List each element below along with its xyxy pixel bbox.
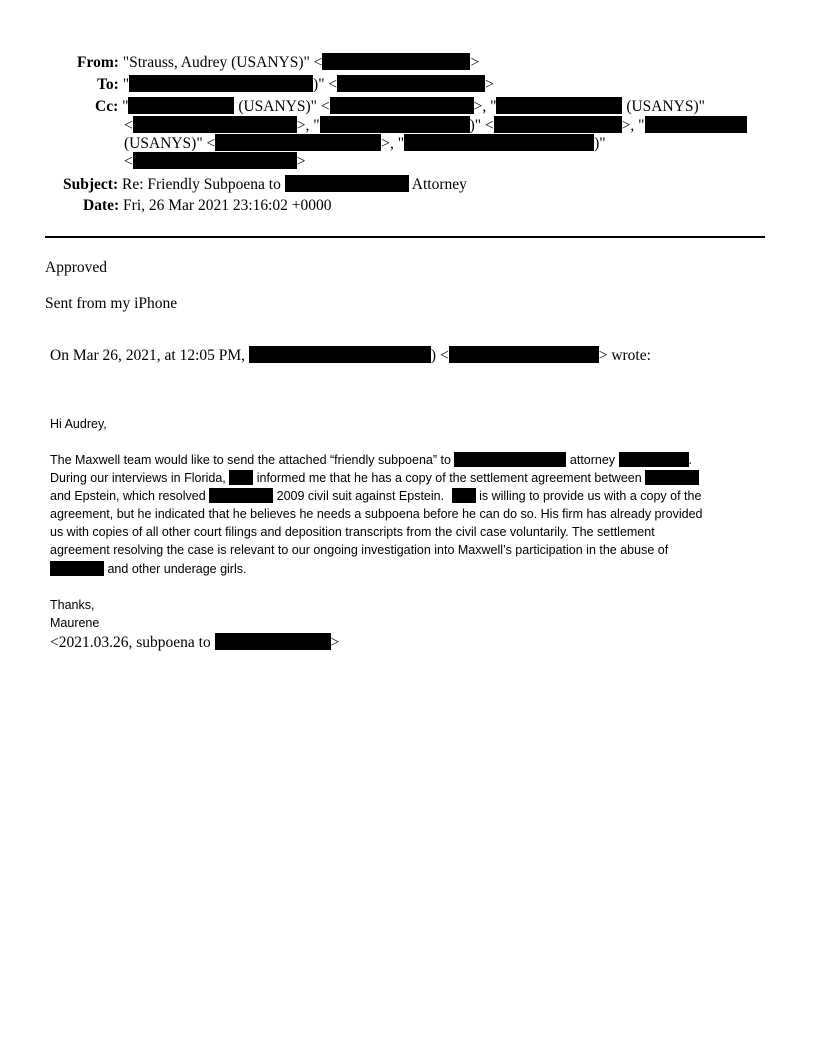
redaction-box xyxy=(496,97,622,114)
paragraph-line xyxy=(50,469,699,487)
redaction-box xyxy=(133,152,297,169)
cc-text: >, " xyxy=(381,135,405,152)
cc-text: < xyxy=(124,117,133,134)
body-text: and other underage girls. xyxy=(107,562,247,576)
body-text: is willing to provide us with a copy of the xyxy=(479,489,702,503)
cc-text: )" < xyxy=(469,117,494,134)
redaction-box xyxy=(330,97,474,114)
from-label: From: xyxy=(77,54,119,71)
cc-row-3 xyxy=(124,134,606,153)
sent-from-line: Sent from my iPhone xyxy=(45,295,178,312)
redaction-box xyxy=(404,134,594,151)
body-text: During our interviews in Florida, xyxy=(50,471,226,485)
redaction-box xyxy=(449,346,599,363)
paragraph-line: agreement, but he indicated that he believes he needs a subpoena before he can do so. His firm has already provided xyxy=(50,507,703,521)
redaction-box xyxy=(209,488,273,503)
redaction-box xyxy=(249,346,431,363)
from-value: "Strauss, Audrey (USANYS)" < xyxy=(122,54,323,71)
redaction-box xyxy=(322,53,470,70)
redaction-box xyxy=(645,116,747,133)
body-text: . xyxy=(688,453,693,467)
redaction-box xyxy=(128,97,234,114)
from-end: > xyxy=(470,54,480,71)
redaction-box xyxy=(320,116,470,133)
cc-text: " xyxy=(122,98,129,115)
quoted-intro-text: ) < xyxy=(430,347,449,364)
redaction-box xyxy=(215,633,331,650)
to-row xyxy=(97,75,494,94)
body-text: and Epstein, which resolved xyxy=(50,489,206,503)
redaction-box xyxy=(285,175,409,192)
paragraph-line xyxy=(50,487,701,505)
attachment-text: <2021.03.26, subpoena to xyxy=(50,634,211,651)
attachment-line xyxy=(50,633,339,652)
paragraph-line: us with copies of all other court filings and deposition transcripts from the civil case voluntarily. The settlement xyxy=(50,525,655,539)
quoted-intro-text: On Mar 26, 2021, at 12:05 PM, xyxy=(50,347,246,364)
from-row xyxy=(77,53,479,72)
redaction-box xyxy=(337,75,485,92)
subject-row xyxy=(63,175,467,194)
paragraph-line: agreement resolving the case is relevant to our ongoing investigation into Maxwell’s participation in the abuse of xyxy=(50,543,669,557)
paragraph-line xyxy=(50,451,692,469)
redaction-box xyxy=(129,75,313,92)
cc-text: )" xyxy=(594,135,606,152)
date-row xyxy=(83,197,332,215)
cc-text: (USANYS)" < xyxy=(234,98,330,115)
to-label: To: xyxy=(97,76,119,93)
redaction-box xyxy=(645,470,699,485)
cc-text: (USANYS)" < xyxy=(124,135,216,152)
to-mid: )" < xyxy=(313,76,338,93)
cc-text: >, " xyxy=(296,117,320,134)
redaction-box xyxy=(494,116,622,133)
to-quote: " xyxy=(122,76,130,93)
date-label: Date: xyxy=(83,197,120,214)
redaction-box xyxy=(452,488,476,503)
cc-text: > xyxy=(296,153,306,170)
greeting: Hi Audrey, xyxy=(50,417,107,431)
body-text: attorney xyxy=(569,453,616,467)
redaction-box xyxy=(215,134,381,151)
body-text: 2009 civil suit against Epstein. xyxy=(276,489,445,503)
redaction-box xyxy=(133,116,297,133)
cc-text: >, " xyxy=(621,117,645,134)
subject-label: Subject: xyxy=(63,176,119,193)
paragraph-line xyxy=(50,560,246,578)
cc-text: < xyxy=(124,153,133,170)
cc-text: (USANYS)" xyxy=(622,98,705,115)
redaction-box xyxy=(619,452,689,467)
signature: Maurene xyxy=(50,616,100,630)
to-end: > xyxy=(485,76,494,93)
quoted-intro xyxy=(50,346,651,365)
cc-row-4 xyxy=(124,152,306,171)
redaction-box xyxy=(229,470,253,485)
subject-text-end: Attorney xyxy=(411,176,467,193)
cc-row xyxy=(95,97,705,116)
cc-row-2 xyxy=(124,116,747,135)
reply-text: Approved xyxy=(45,259,107,276)
redaction-box xyxy=(50,561,104,576)
cc-label: Cc: xyxy=(95,98,119,115)
subject-text: Re: Friendly Subpoena to xyxy=(121,176,281,193)
date-value: Fri, 26 Mar 2021 23:16:02 +0000 xyxy=(123,197,332,214)
header-divider xyxy=(45,236,765,238)
closing: Thanks, xyxy=(50,598,95,612)
body-text: The Maxwell team would like to send the attached “friendly subpoena” to xyxy=(50,453,451,467)
redaction-box xyxy=(454,452,566,467)
attachment-text: > xyxy=(330,634,340,651)
body-text: informed me that he has a copy of the settlement agreement between xyxy=(256,471,642,485)
cc-text: >, " xyxy=(473,98,497,115)
quoted-intro-text: > wrote: xyxy=(598,347,651,364)
